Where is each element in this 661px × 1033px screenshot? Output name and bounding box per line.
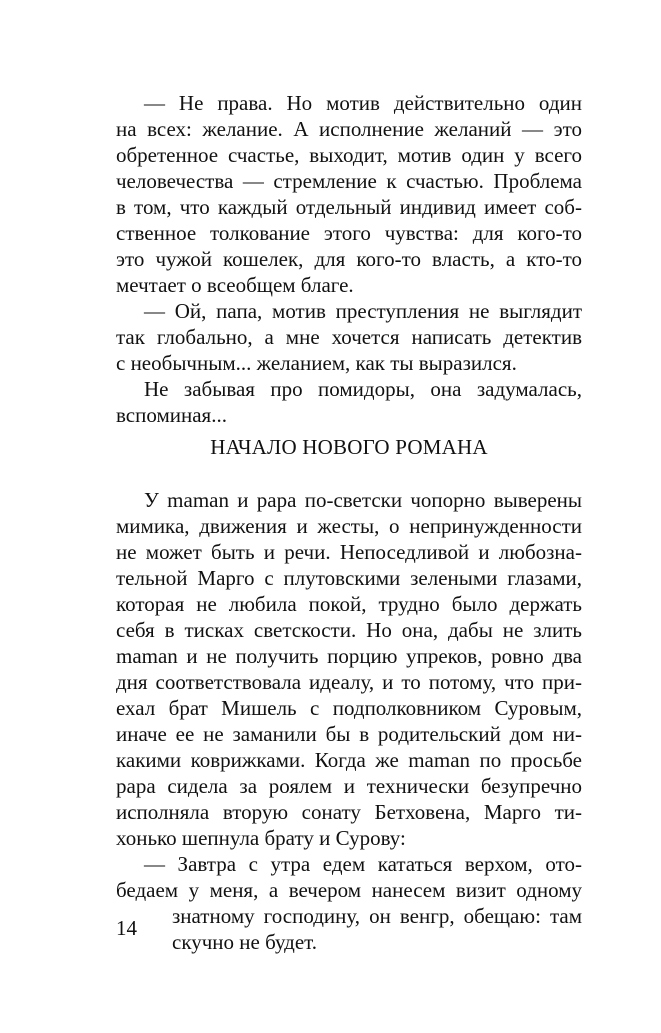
text-line: так глобально, а мне хочется написать детектив [116,325,582,349]
text-line: — Ой, папа, мотив преступления не выглядит [144,299,582,323]
text-line: мечтает о всеобщем благе. [116,273,354,297]
text-line: Не забывая про помидоры, она задумалась, [144,377,582,401]
text-line: не может быть и речи. Непоседливой и любозна- [116,540,582,564]
text-line: вспоминая... [116,403,227,427]
text-line: исполняла вторую сонату Бетховена, Марго ти- [116,800,582,824]
text-line: это чужой кошелек, для кого-то власть, а кто-то [116,247,582,271]
text-line: papa сидела за роялем и технически безупречно [116,774,582,798]
text-line: себя в тисках светскости. Но она, дабы не злить [116,618,582,642]
text-line: — Завтра с утра едем кататься верхом, ото- [144,852,582,876]
text-line: дня соответствовала идеалу, и то потому, что при- [116,670,582,694]
text-line: иначе ее не заманили бы в родительский дом ни- [116,722,582,746]
text-line: какими коврижками. Когда же maman по просьбе [116,748,582,772]
text-line: человечества — стремление к счастью. Проблема [116,169,582,193]
text-line: мимика, движения и жесты, о непринужденности [116,514,582,538]
chapter-heading: НАЧАЛО НОВОГО РОМАНА [210,435,488,459]
text-line: — Не права. Но мотив действительно один [144,91,582,115]
text-line: обретенное счастье, выходит, мотив один у всего [116,143,582,167]
bottom-text-block [116,487,582,955]
text-line: в том, что каждый отдельный индивид имеет соб- [116,195,582,219]
text-line: скучно не будет. [172,930,318,954]
text-line: которая не любила покой, трудно было держать [116,592,582,616]
text-line: хонько шепнула брату и Сурову: [116,826,406,850]
page-number: 14 [116,916,137,940]
top-text-block [116,90,582,428]
text-line: на всех: желание. А исполнение желаний — это [116,117,582,141]
text-line: бедаем у меня, а вечером нанесем визит одному [116,878,582,902]
text-line: У maman и papa по-светски чопорно выверены [144,488,582,512]
text-line: ственное толкование этого чувства: для кого-то [116,221,582,245]
text-line: с необычным... желанием, как ты выразился. [116,351,517,375]
text-line: знатному господину, он венгр, обещаю: там [172,904,582,928]
text-line: maman и не получить порцию упреков, ровно два [116,644,582,668]
text-line: тельной Марго с плутовскими зелеными глазами, [116,566,582,590]
text-line: ехал брат Мишель с подполковником Суровым, [116,696,582,720]
